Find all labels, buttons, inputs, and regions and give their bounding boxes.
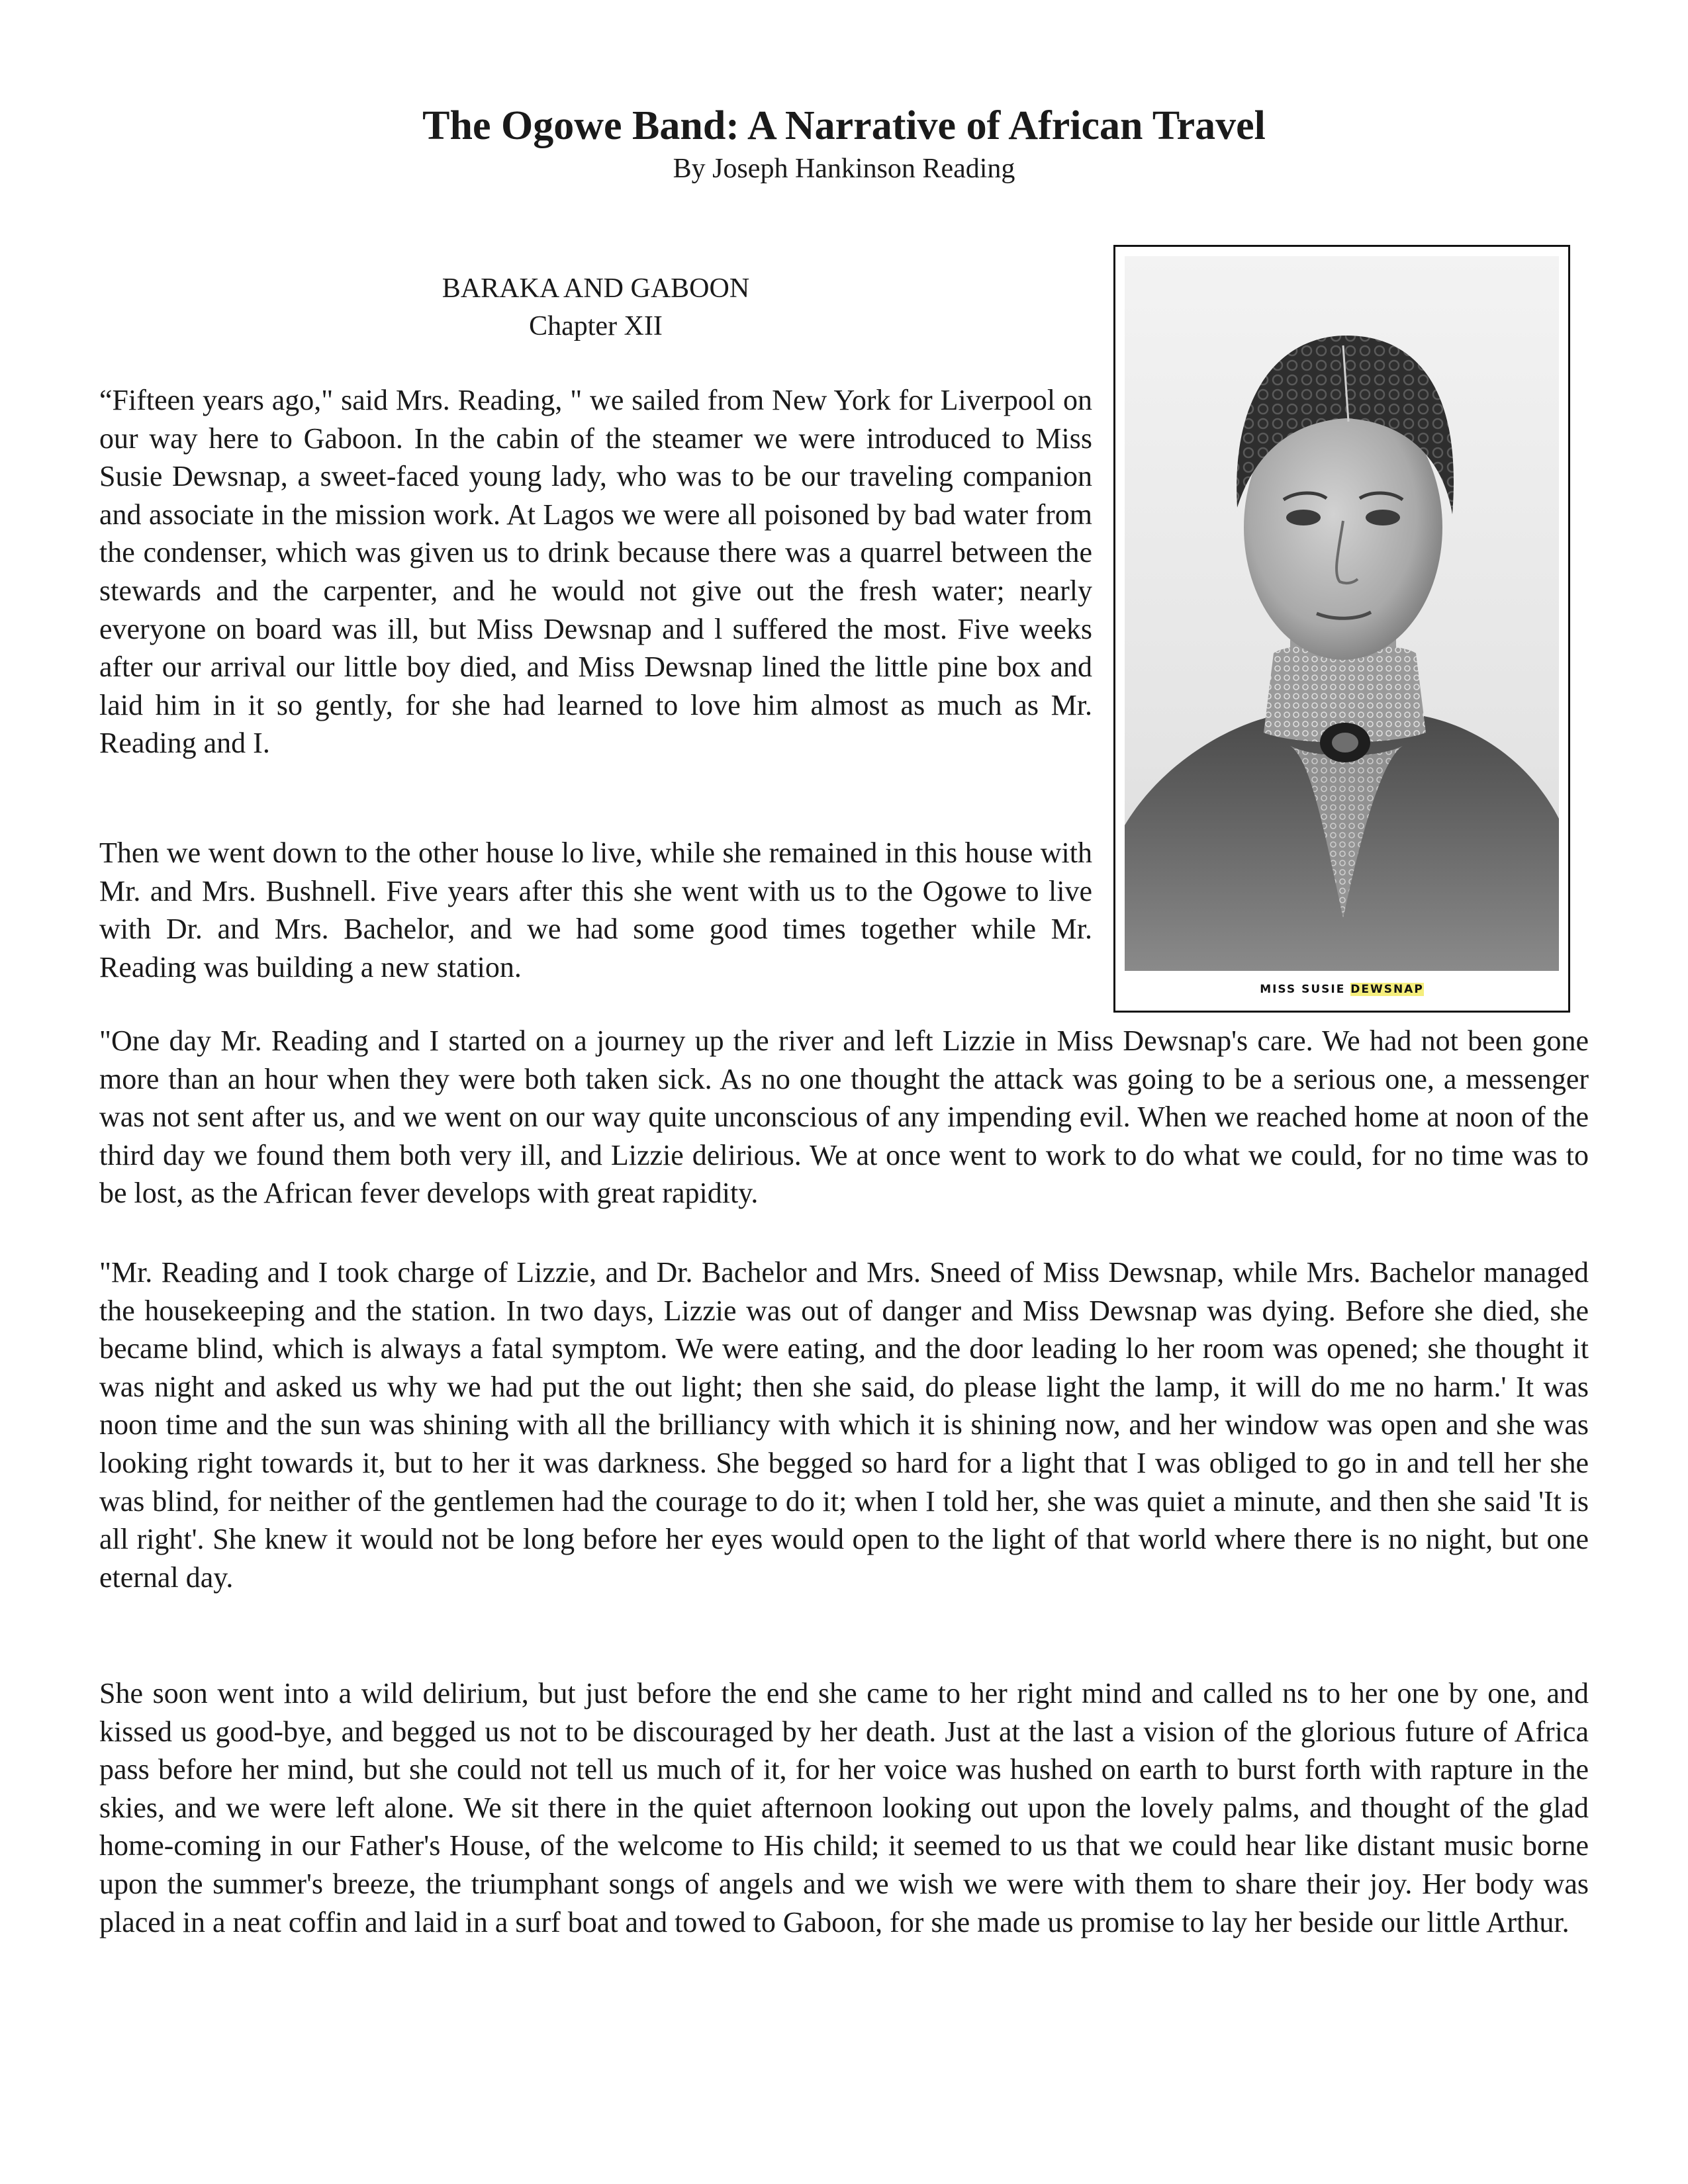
document-title: The Ogowe Band: A Narrative of African Travel	[422, 103, 1266, 148]
document-author: By Joseph Hankinson Reading	[673, 154, 1015, 184]
portrait-figure	[1113, 245, 1570, 1013]
paragraph-4: "Mr. Reading and I took charge of Lizzie, and Dr. Bachelor and Mrs. Sneed of Miss Dewsnap, while Mrs. Bachelor managed the housekeeping and the station. In two days, Lizzie was out of danger and Miss Dewsnap was dying. Before she died, she became blind, which is always a fatal symptom. We were eating, and the door leading lo her room was opened; she thought it was night and asked us why we had put the out light; then she said, do please light the lamp, it will do me no harm.' It was noon time and the sun was shining with all the brilliancy with which it is shining now, and her window was open and she was looking right towards it, but to her it was darkness. She begged so hard for a light that I was obliged to go in and tell her she was blind, for neither of the gentlemen had the courage to do it; when I told her, she was quiet a minute, and then she said 'It is all right'. She knew it would not be long before her eyes would open to the light of that world where there is no night, but one eternal day.	[99, 1256, 1589, 1594]
paragraph-5: She soon went into a wild delirium, but just before the end she came to her right mind and called ns to her one by one, and kissed us good-bye, and begged us not to be discouraged by her death. Just at the last a vision of the glorious future of Africa pass before her mind, but she could not tell us much of it, for her voice was hushed on earth to burst forth with rapture in the skies, and we were left alone. We sit there in the quiet afternoon looking out upon the lovely palms, and thought of the glad home-coming in our Father's House, of the welcome to His child; it seemed to us that we could hear like distant music borne upon the summer's breeze, the triumphant songs of angels and we wish we were with them to share their joy. Her body was placed in a neat coffin and laid in a surf boat and towed to Gaboon, for she made us promise to lay her beside our little Arthur.	[99, 1677, 1589, 1938]
portrait-photo	[1125, 256, 1559, 971]
chapter-heading	[99, 270, 1092, 345]
caption-name-highlight: DEWSNAP	[1350, 983, 1424, 996]
chapter-number: Chapter XII	[529, 311, 663, 341]
portrait-caption	[1115, 983, 1568, 996]
caption-name-prefix: MISS SUSIE	[1260, 983, 1351, 996]
section-title: BARAKA AND GABOON	[442, 273, 750, 304]
paragraph-3: "One day Mr. Reading and I started on a journey up the river and left Lizzie in Miss Dewsnap's care. We had not been gone more than an hour when they were both taken sick. As no one thought the attack was going to be a serious one, a messenger was not sent after us, and we went on our way quite unconscious of any impending evil. When we reached home at noon of the third day we found them both very ill, and Lizzie delirious. We at once went to work to do what we could, for no time was to be lost, as the African fever develops with great rapidity.	[99, 1024, 1589, 1210]
paragraph-2: Then we went down to the other house lo live, while she remained in this house with Mr. and Mrs. Bushnell. Five years after this she went with us to the Ogowe to live with Dr. and Mrs. Bachelor, and we had some good times together while Mr. Reading was building a new station.	[99, 837, 1092, 983]
paragraph-1: “Fifteen years ago," said Mrs. Reading, " we sailed from New York for Liverpool on our way here to Gaboon. In the cabin of the steamer we were introduced to Miss Susie Dewsnap, a sweet-faced young lady, who was to be our traveling companion and associate in the mission work. At Lagos we were all poisoned by bad water from the condenser, which was given us to drink because there was a quarrel between the stewards and the carpenter, and he would not give out the fresh water; nearly everyone on board was ill, but Miss Dewsnap and l suffered the most. Five weeks after our arrival our little boy died, and Miss Dewsnap lined the little pine box and laid him in it so gently, for she had learned to love him almost as much as Mr. Reading and I.	[99, 384, 1092, 760]
